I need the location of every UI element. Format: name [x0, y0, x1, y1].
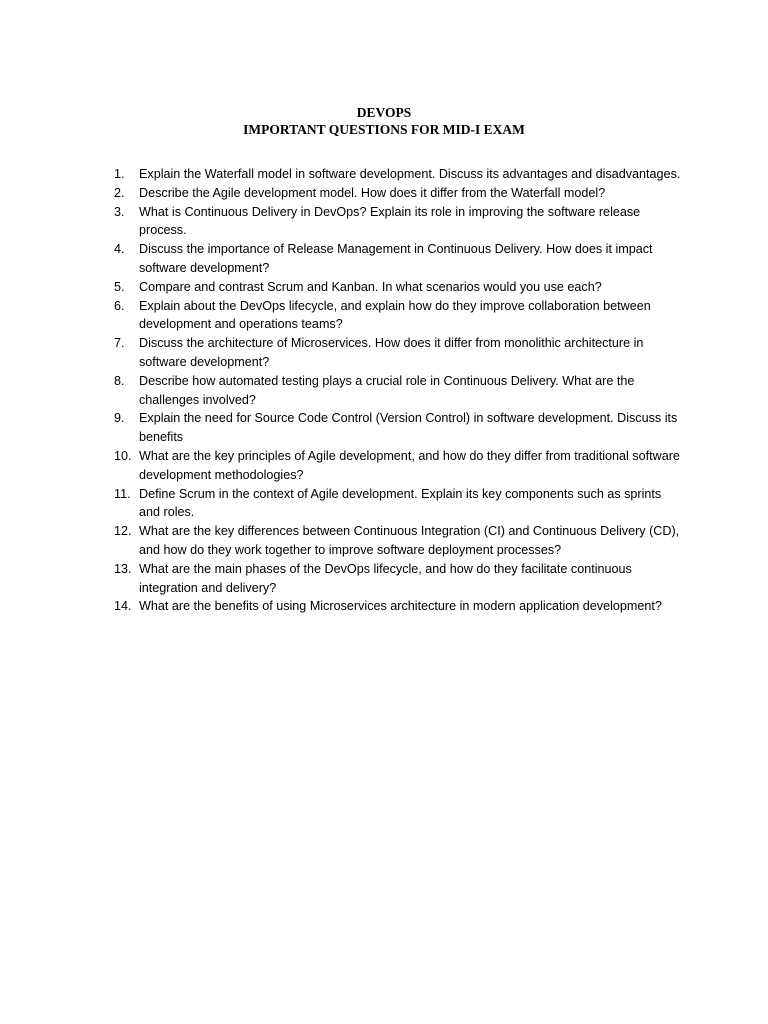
document-title: DEVOPS [356, 105, 412, 120]
question-text: What are the key differences between Continuous Integration (CI) and Continuous Delivery (CD), and how do they work together to improve software deployment processes? [139, 524, 680, 557]
question-text: Describe how automated testing plays a crucial role in Continuous Delivery. What are the challenges involved? [139, 373, 635, 407]
question-item [114, 184, 684, 203]
question-text: What are the benefits of using Microservices architecture in modern application development? [139, 599, 662, 614]
question-number: 7. [114, 336, 125, 351]
title-block [0, 104, 768, 138]
question-text: Compare and contrast Scrum and Kanban. In what scenarios would you use each? [139, 279, 602, 294]
question-number: 6. [114, 298, 125, 313]
question-item [114, 372, 684, 410]
question-item [114, 297, 684, 335]
question-number: 14. [114, 599, 132, 614]
question-text: Explain the Waterfall model in software development. Discuss its advantages and disadvantages. [139, 167, 681, 181]
question-item [114, 522, 684, 560]
question-item [114, 485, 684, 523]
question-list [114, 165, 684, 616]
question-number: 12. [114, 524, 132, 539]
question-number: 9. [114, 411, 125, 426]
question-item [114, 597, 684, 616]
question-number: 11. [114, 486, 131, 501]
question-number: 8. [114, 373, 125, 388]
question-item [114, 334, 684, 372]
question-text: Explain the need for Source Code Control (Version Control) in software development. Discuss its benefits [139, 411, 678, 445]
question-number: 4. [114, 242, 125, 257]
question-text: Discuss the importance of Release Management in Continuous Delivery. How does it impact software development? [139, 242, 653, 275]
question-item [114, 165, 684, 184]
question-item [114, 278, 684, 297]
question-text: Define Scrum in the context of Agile development. Explain its key components such as sprints and roles. [139, 486, 662, 520]
question-text: Discuss the architecture of Microservices. How does it differ from monolithic architecture in software development? [139, 336, 644, 369]
question-item [114, 409, 684, 447]
question-number: 2. [114, 185, 125, 200]
document-subtitle: IMPORTANT QUESTIONS FOR MID-I EXAM [243, 122, 525, 137]
question-text: Describe the Agile development model. How does it differ from the Waterfall model? [139, 185, 606, 200]
question-item [114, 560, 684, 598]
question-number: 3. [114, 204, 125, 219]
question-number: 13. [114, 561, 132, 576]
question-number: 1. [114, 167, 125, 181]
question-item [114, 240, 684, 278]
question-text: Explain about the DevOps lifecycle, and explain how do they improve collaboration between development and operations teams? [139, 298, 651, 332]
question-item [114, 447, 684, 485]
question-text: What is Continuous Delivery in DevOps? Explain its role in improving the software release process. [139, 204, 641, 238]
question-number: 10. [114, 448, 132, 463]
question-text: What are the main phases of the DevOps lifecycle, and how do they facilitate continuous integration and delivery? [139, 561, 632, 595]
question-text: What are the key principles of Agile development, and how do they differ from traditional software development methodologies? [139, 448, 680, 482]
question-number: 5. [114, 279, 125, 294]
question-item [114, 203, 684, 241]
